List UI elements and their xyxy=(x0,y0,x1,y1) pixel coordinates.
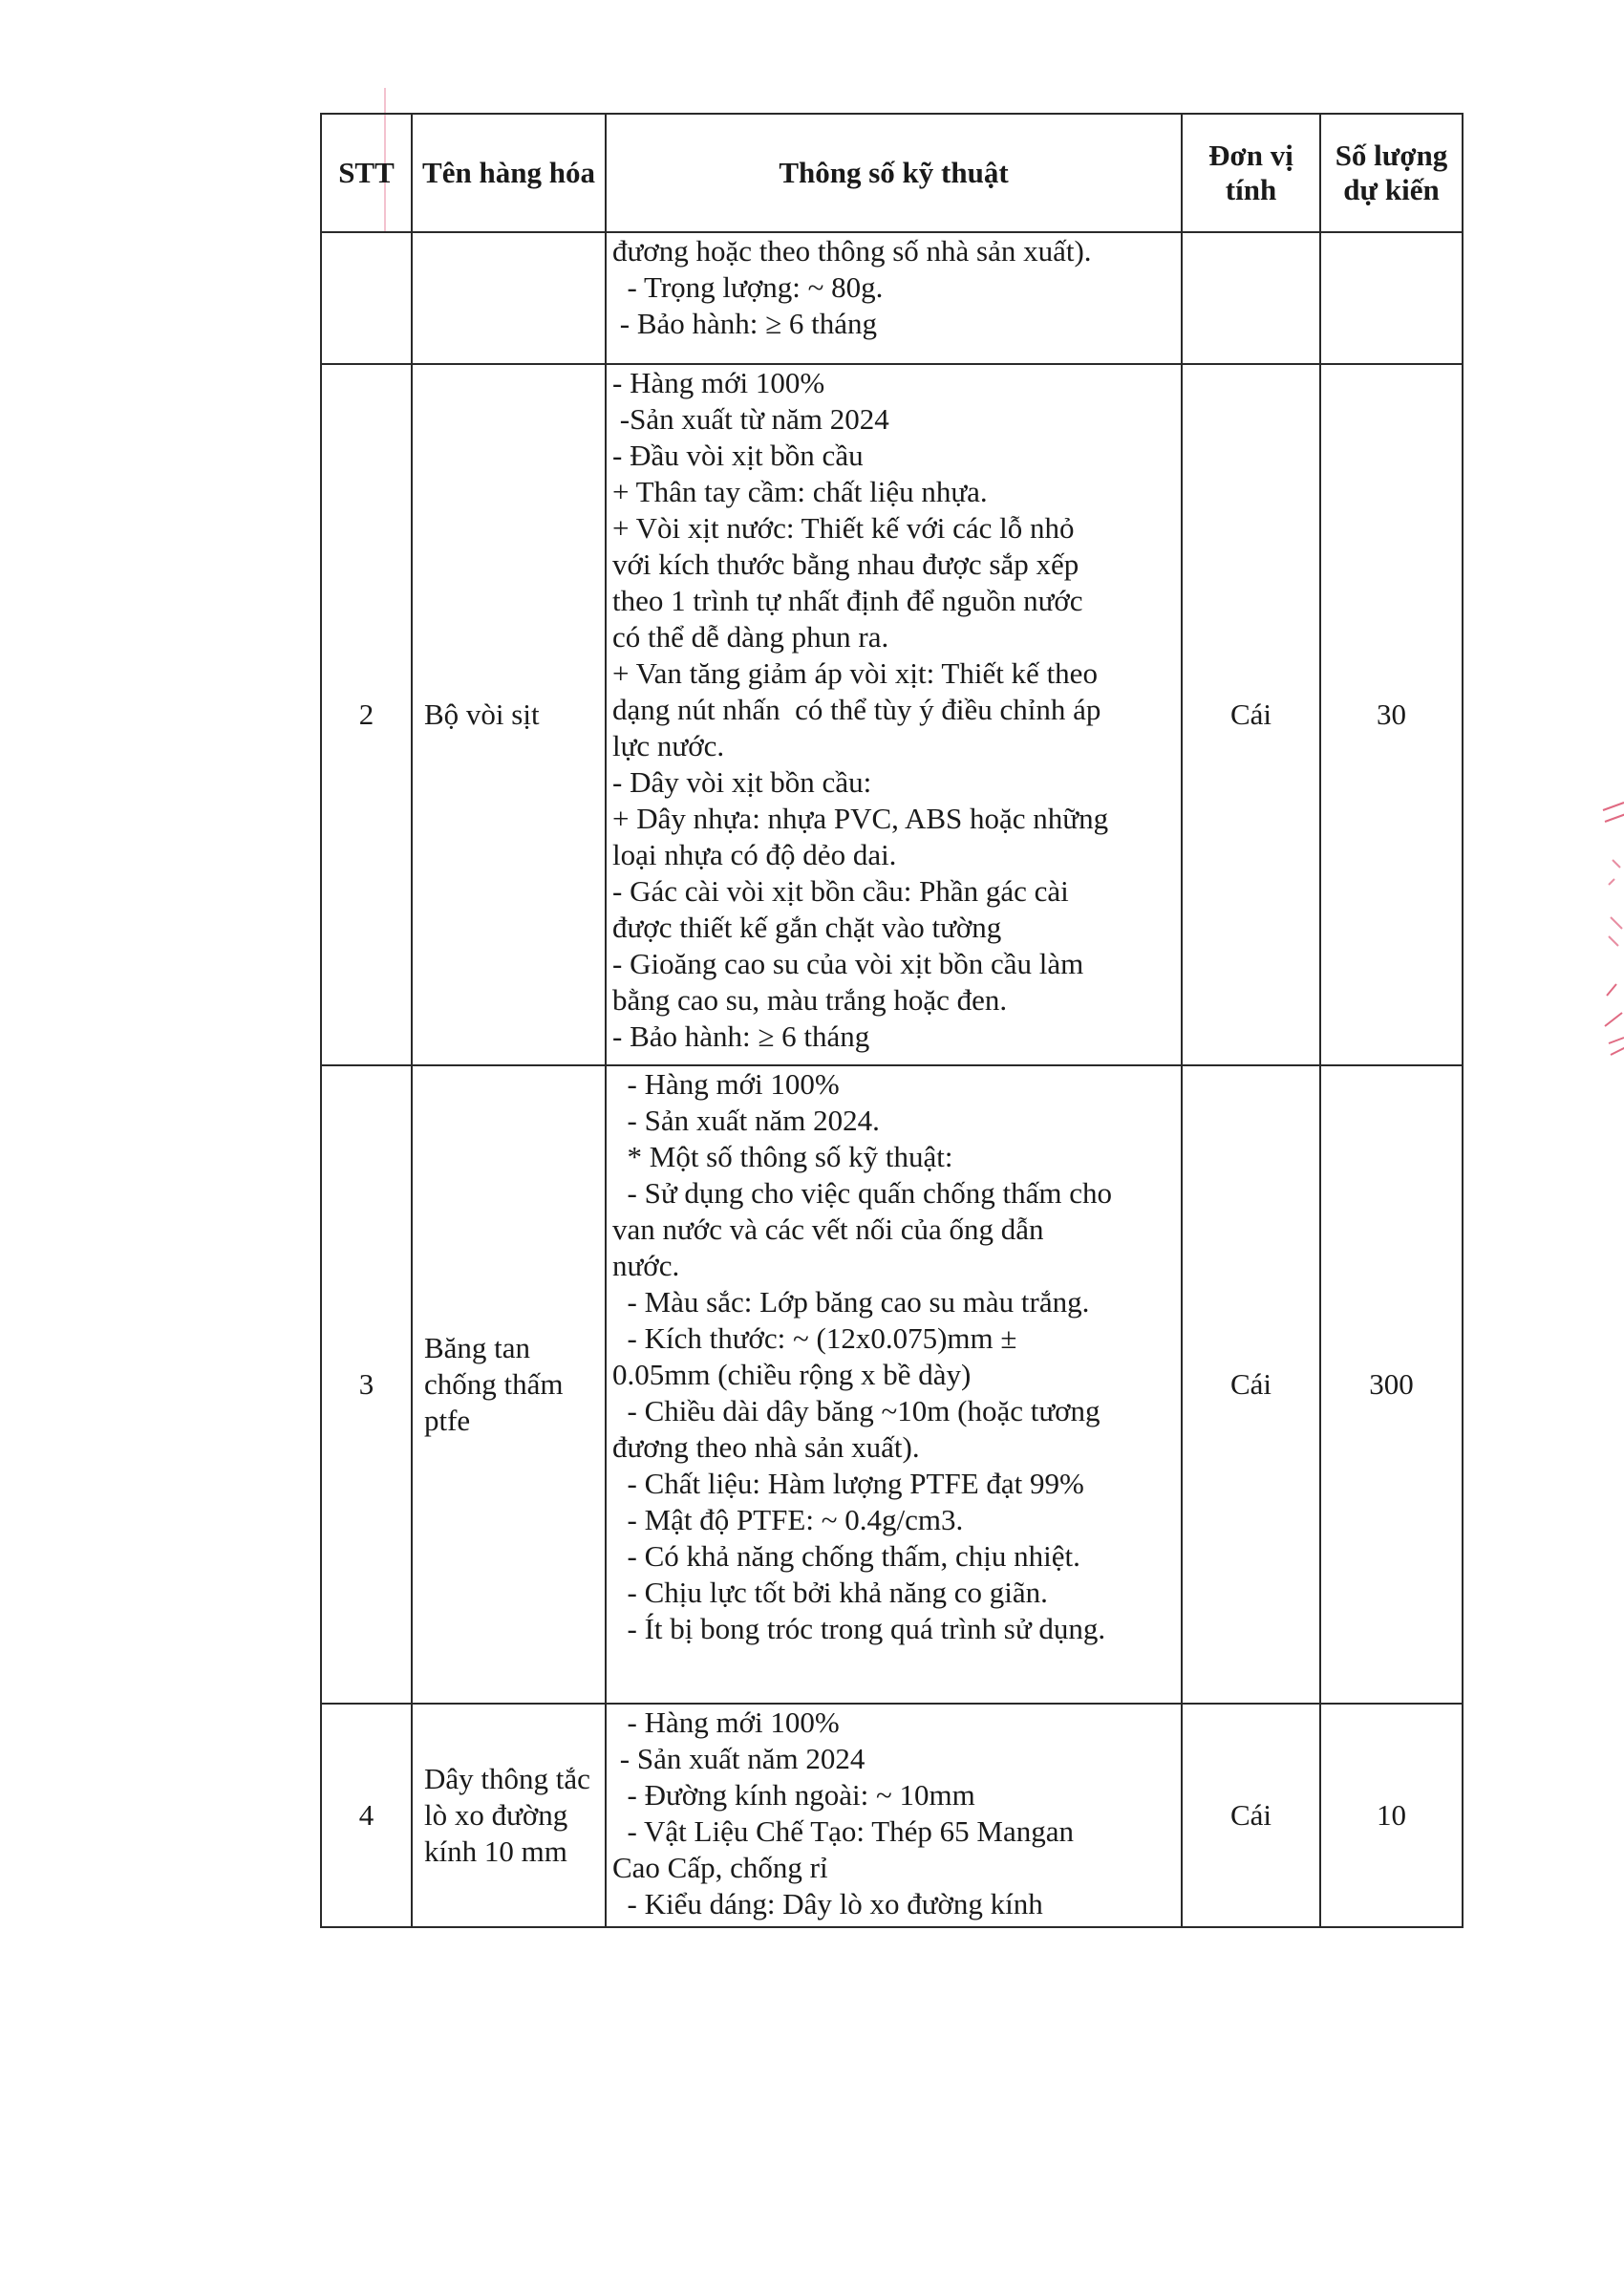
item-name-cell: Bộ vòi sịt xyxy=(412,364,606,1065)
stamp-mark xyxy=(1599,793,1624,1061)
stt-cell: 3 xyxy=(321,1065,412,1704)
unit-cell: Cái xyxy=(1182,1065,1320,1704)
header-stt: STT xyxy=(321,114,412,232)
table-row xyxy=(321,232,1463,364)
spec-line: được thiết kế gắn chặt vào tường xyxy=(612,911,1002,944)
spec-line: - Hàng mới 100% xyxy=(612,1706,840,1739)
spec-line: có thể dễ dàng phun ra. xyxy=(612,620,889,654)
spec-line: - Ít bị bong tróc trong quá trình sử dụng. xyxy=(612,1612,1106,1645)
spec-line: * Một số thông số kỹ thuật: xyxy=(612,1140,953,1173)
spec-line: - Sản xuất năm 2024 xyxy=(612,1742,865,1775)
spec-cell xyxy=(606,1065,1182,1704)
table-header-row xyxy=(321,114,1463,232)
spec-line: 0.05mm (chiều rộng x bề dày) xyxy=(612,1358,972,1391)
spec-line: + Dây nhựa: nhựa PVC, ABS hoặc những xyxy=(612,802,1109,835)
spec-line: + Thân tay cầm: chất liệu nhựa. xyxy=(612,475,988,508)
quantity-cell: 300 xyxy=(1320,1065,1463,1704)
spec-line: - Gioăng cao su của vòi xịt bồn cầu làm xyxy=(612,947,1084,980)
spec-line: bằng cao su, màu trắng hoặc đen. xyxy=(612,983,1008,1017)
spec-line: nước. xyxy=(612,1249,680,1282)
quantity-cell xyxy=(1320,232,1463,364)
table-row xyxy=(321,1704,1463,1927)
header-name: Tên hàng hóa xyxy=(412,114,606,232)
item-name-cell: Dây thông tắc lò xo đường kính 10 mm xyxy=(412,1704,606,1927)
spec-line: - Chất liệu: Hàm lượng PTFE đạt 99% xyxy=(612,1467,1084,1500)
spec-line: - Chiều dài dây băng ~10m (hoặc tương xyxy=(612,1394,1100,1427)
spec-line: đương theo nhà sản xuất). xyxy=(612,1430,920,1464)
spec-line: - Bảo hành: ≥ 6 tháng xyxy=(612,1019,870,1053)
spec-line: + Van tăng giảm áp vòi xịt: Thiết kế theo xyxy=(612,656,1098,690)
spec-line: - Sử dụng cho việc quấn chống thấm cho xyxy=(612,1176,1113,1210)
header-qty: Số lượng dự kiến xyxy=(1320,114,1463,232)
spec-line: -Sản xuất từ năm 2024 xyxy=(612,402,889,436)
spec-cell xyxy=(606,1704,1182,1927)
spec-line: + Vòi xịt nước: Thiết kế với các lỗ nhỏ xyxy=(612,511,1075,545)
spec-line: - Có khả năng chống thấm, chịu nhiệt. xyxy=(612,1539,1080,1573)
spec-line: loại nhựa có độ dẻo dai. xyxy=(612,838,897,871)
spec-line: - Sản xuất năm 2024. xyxy=(612,1104,880,1137)
spec-line: - Dây vòi xịt bồn cầu: xyxy=(612,765,872,799)
unit-cell xyxy=(1182,232,1320,364)
stt-cell: 4 xyxy=(321,1704,412,1927)
spec-line: - Mật độ PTFE: ~ 0.4g/cm3. xyxy=(612,1503,964,1536)
header-unit: Đơn vị tính xyxy=(1182,114,1320,232)
spec-line: - Vật Liệu Chế Tạo: Thép 65 Mangan xyxy=(612,1814,1074,1848)
item-name-cell xyxy=(412,232,606,364)
spec-line: lực nước. xyxy=(612,729,725,762)
table-row xyxy=(321,364,1463,1065)
specification-table xyxy=(320,113,1464,1928)
spec-line: đương hoặc theo thông số nhà sản xuất). xyxy=(612,234,1092,268)
spec-line: van nước và các vết nối của ống dẫn xyxy=(612,1212,1044,1246)
header-spec: Thông số kỹ thuật xyxy=(606,114,1182,232)
spec-line: - Hàng mới 100% xyxy=(612,1067,840,1101)
spec-cell xyxy=(606,232,1182,364)
spec-line: - Đầu vòi xịt bồn cầu xyxy=(612,439,864,472)
spec-line: - Kiểu dáng: Dây lò xo đường kính xyxy=(612,1887,1043,1920)
spec-line: - Hàng mới 100% xyxy=(612,366,825,399)
stt-cell: 2 xyxy=(321,364,412,1065)
stt-cell xyxy=(321,232,412,364)
table-row xyxy=(321,1065,1463,1704)
spec-line: - Chịu lực tốt bởi khả năng co giãn. xyxy=(612,1576,1048,1609)
spec-line: - Bảo hành: ≥ 6 tháng xyxy=(612,307,878,340)
spec-line: với kích thước bằng nhau được sắp xếp xyxy=(612,547,1079,581)
spec-line: - Trọng lượng: ~ 80g. xyxy=(612,270,884,304)
quantity-cell: 10 xyxy=(1320,1704,1463,1927)
spec-cell xyxy=(606,364,1182,1065)
spec-line: dạng nút nhấn có thể tùy ý điều chỉnh áp xyxy=(612,693,1101,726)
spec-line: - Đường kính ngoài: ~ 10mm xyxy=(612,1778,975,1812)
spec-line: Cao Cấp, chống rỉ xyxy=(612,1851,828,1884)
spec-line: theo 1 trình tự nhất định để nguồn nước xyxy=(612,584,1083,617)
spec-line: - Gác cài vòi xịt bồn cầu: Phần gác cài xyxy=(612,874,1069,908)
spec-line: - Màu sắc: Lớp băng cao su màu trắng. xyxy=(612,1285,1090,1319)
unit-cell: Cái xyxy=(1182,364,1320,1065)
unit-cell: Cái xyxy=(1182,1704,1320,1927)
spec-line: - Kích thước: ~ (12x0.075)mm ± xyxy=(612,1321,1017,1355)
item-name-cell: Băng tan chống thấm ptfe xyxy=(412,1065,606,1704)
quantity-cell: 30 xyxy=(1320,364,1463,1065)
